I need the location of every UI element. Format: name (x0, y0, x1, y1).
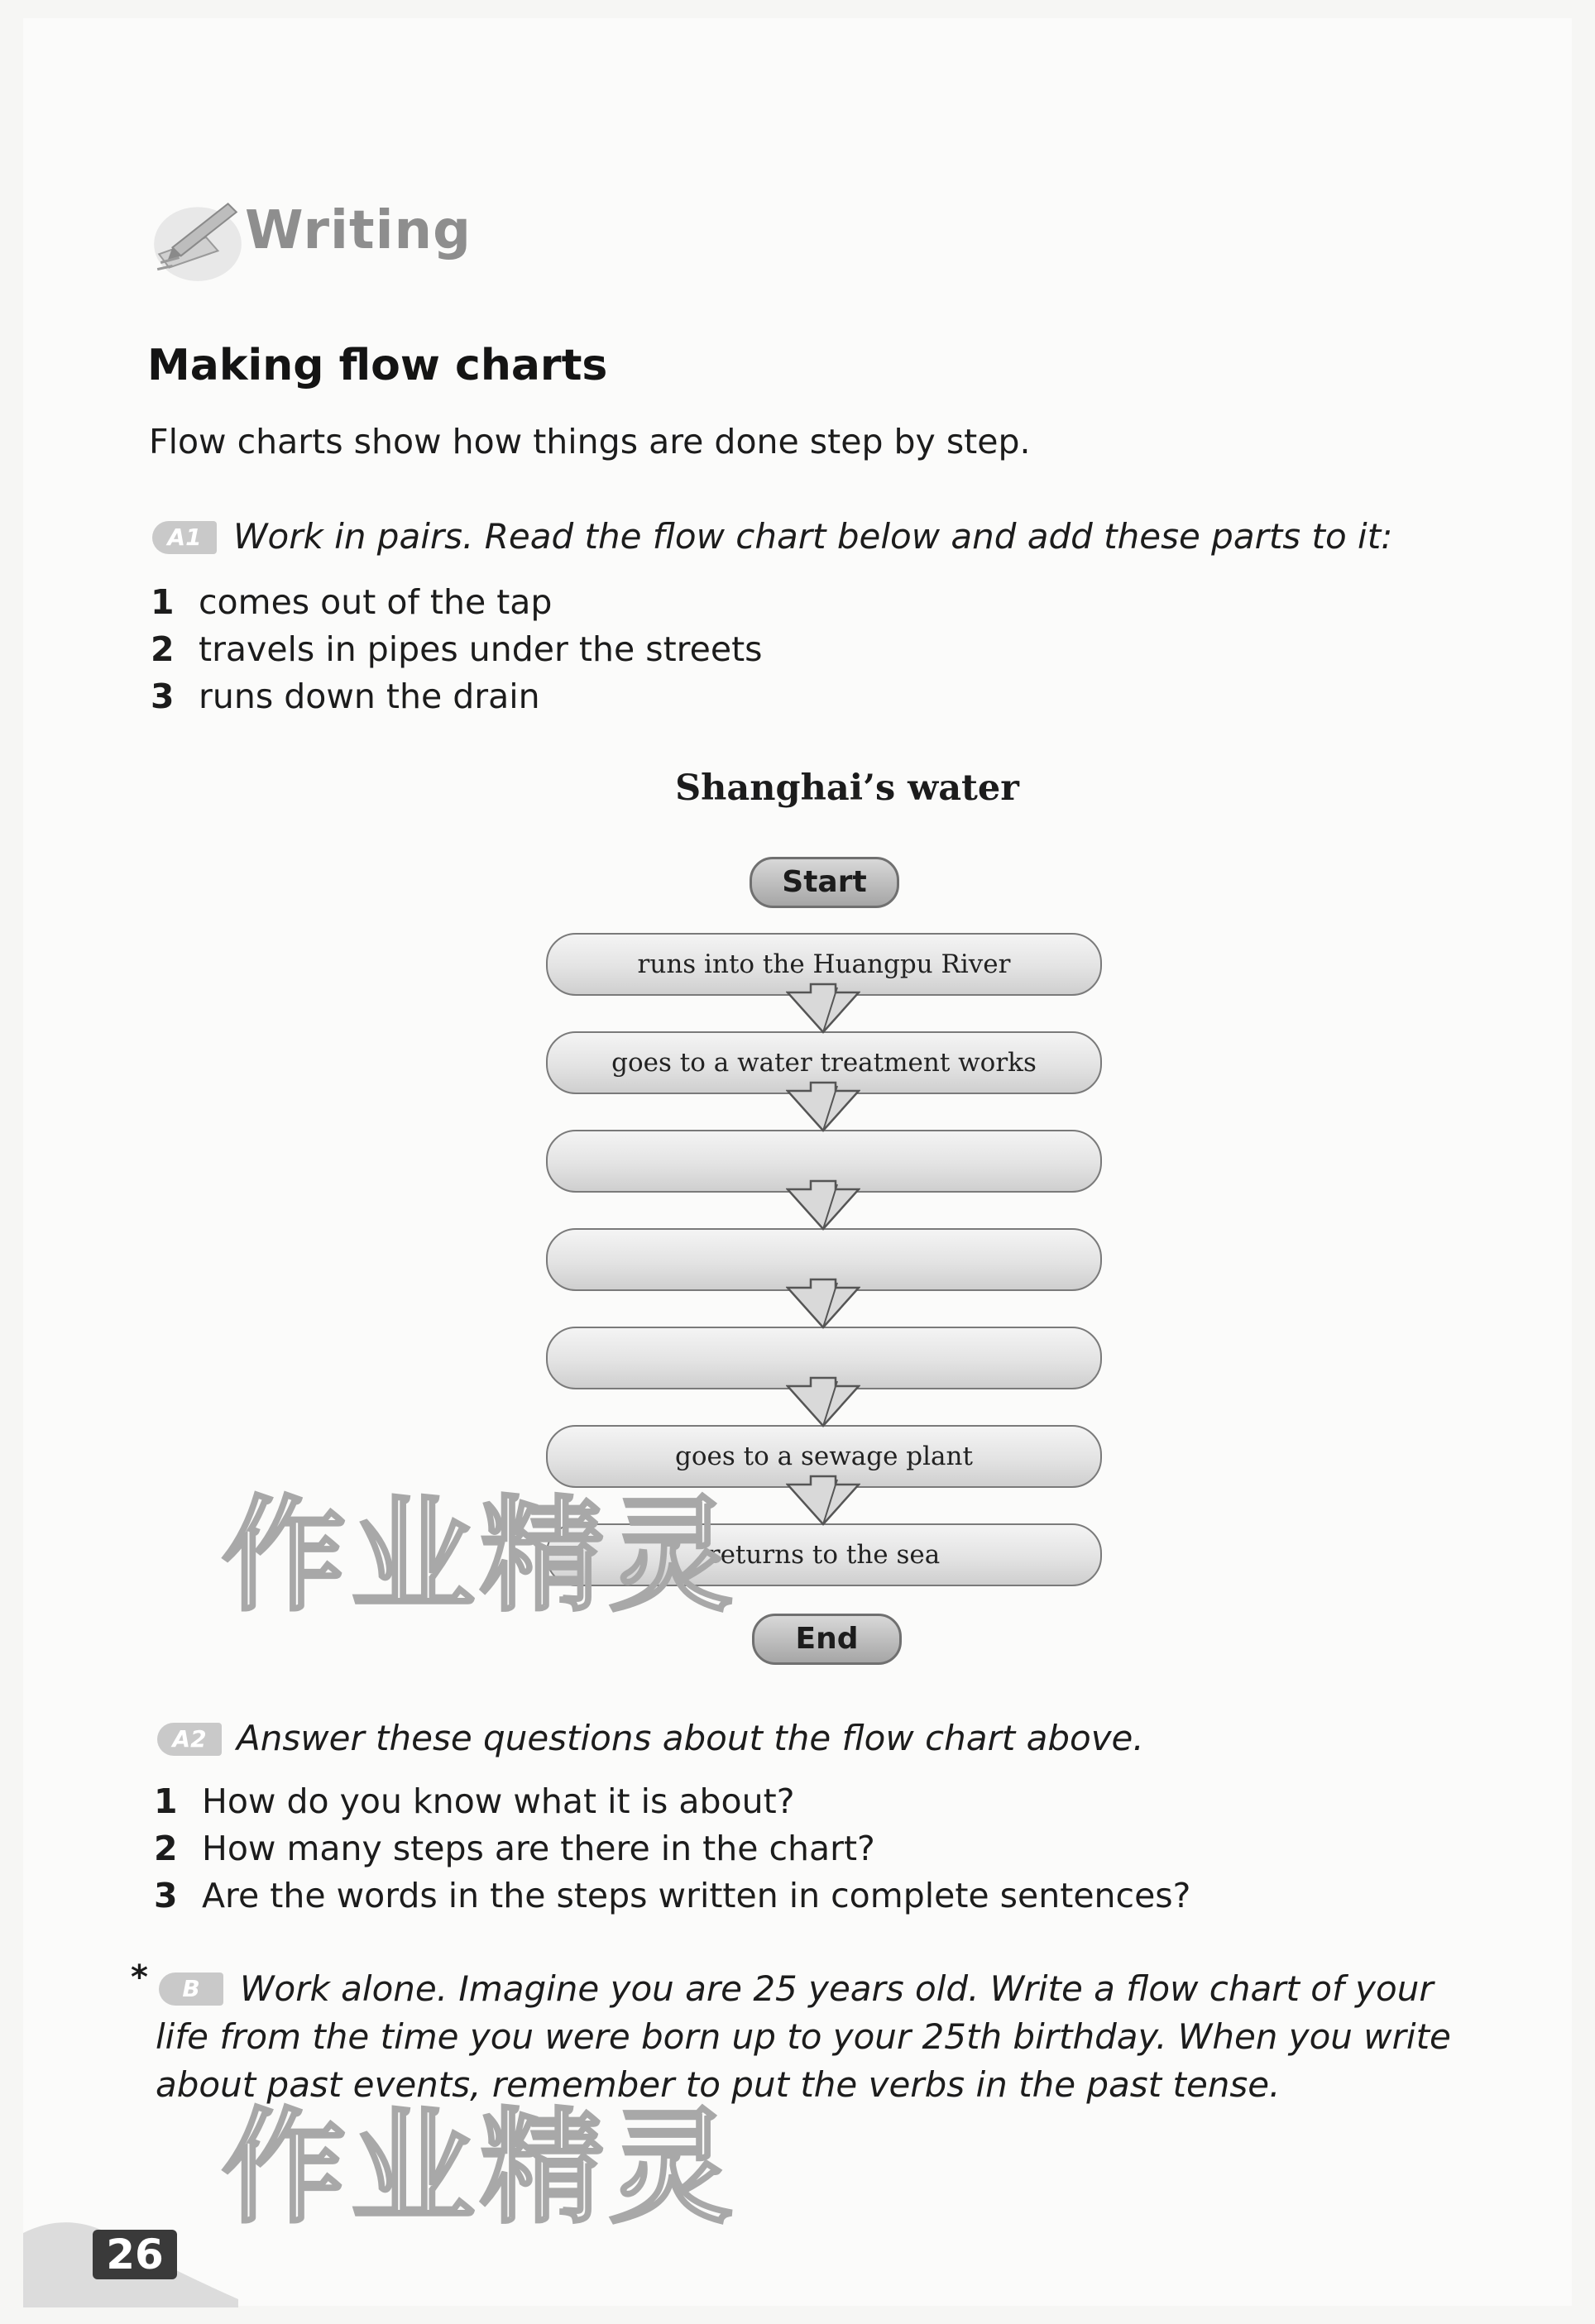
down-arrow-icon (786, 981, 860, 1034)
task-tag-b: B (159, 1973, 223, 2006)
task-a1-instruction: Work in pairs. Read the flow chart below and add these parts to it: (233, 516, 1393, 557)
flow-end: End (752, 1614, 902, 1665)
flow-step: goes to a water treatment works (546, 1031, 1102, 1094)
list-item: 3 runs down the drain (151, 677, 540, 716)
task-a1-list (151, 579, 763, 720)
task-tag-a1: A1 (152, 521, 217, 554)
optional-star: * (131, 1958, 148, 1996)
down-arrow-icon (786, 1276, 860, 1329)
list-item: 3 Are the words in the steps written in complete sentences? (154, 1876, 1191, 1915)
task-a2-list (154, 1778, 1190, 1920)
flow-chart-title: Shanghai’s water (675, 767, 1019, 809)
down-arrow-icon (786, 1079, 860, 1132)
watermark: 作业精灵 (222, 2097, 739, 2240)
list-item: 2 How many steps are there in the chart? (154, 1829, 875, 1868)
flow-step: runs into the Huangpu River (546, 933, 1102, 996)
flow-step: returns to the sea (546, 1523, 1102, 1586)
list-item: 1 comes out of the tap (151, 582, 553, 622)
pen-and-paper-icon (147, 189, 248, 289)
watermark: 作业精灵 (222, 1485, 739, 1628)
flow-start: Start (750, 857, 899, 908)
task-b-text: Work alone. Imagine you are 25 years old. Write a flow chart of your life from the time you were born up to your 25th birthday. When you write about past events, remember to put the verbs in the past tense. (156, 1968, 1451, 2105)
down-arrow-icon (786, 1178, 860, 1231)
intro-text: Flow charts show how things are done step by step. (149, 422, 1031, 461)
page-heading: Making flow charts (147, 341, 608, 390)
page-number: 26 (93, 2230, 177, 2279)
task-a2-instruction: Answer these questions about the flow chart above. (237, 1718, 1144, 1758)
down-arrow-icon (786, 1375, 860, 1427)
down-arrow-icon (786, 1473, 860, 1526)
flow-step: goes to a sewage plant (546, 1425, 1102, 1488)
task-tag-a2: A2 (157, 1723, 222, 1756)
section-title: Writing (245, 200, 472, 261)
list-item: 2 travels in pipes under the streets (151, 629, 763, 669)
list-item: 1 How do you know what it is about? (154, 1781, 795, 1821)
